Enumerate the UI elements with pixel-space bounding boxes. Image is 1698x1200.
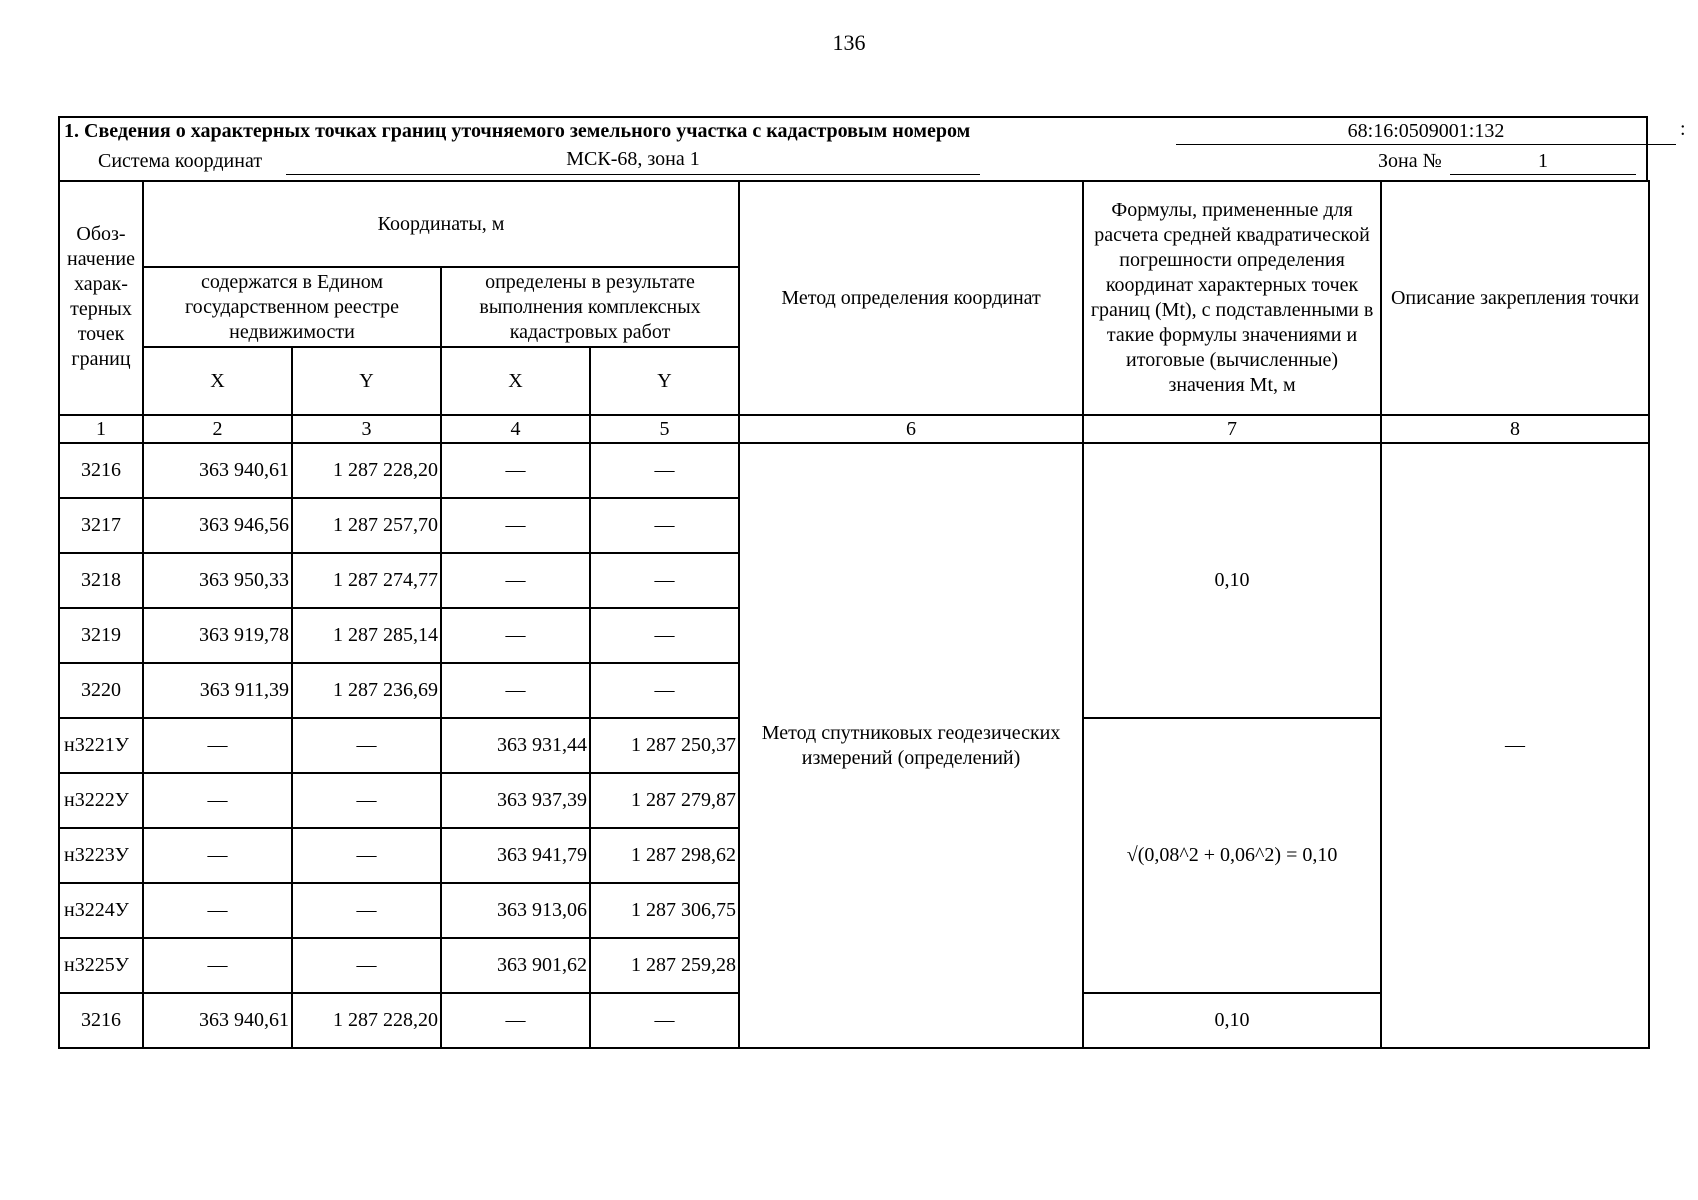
x-kkr: —	[441, 993, 590, 1048]
y-kkr: 1 287 279,87	[590, 773, 739, 828]
y-kkr: —	[590, 608, 739, 663]
x-kkr: 363 901,62	[441, 938, 590, 993]
header-egrn: содержатся в Едином государственном реестре недвижимости	[143, 267, 441, 347]
x-egrn: 363 950,33	[143, 553, 292, 608]
x-kkr: —	[441, 553, 590, 608]
x-egrn: —	[143, 773, 292, 828]
header-coordinates: Координаты, м	[143, 181, 739, 267]
y-egrn: —	[292, 828, 441, 883]
zone-label: Зона №	[1378, 150, 1442, 172]
point-id: н3222У	[59, 773, 143, 828]
x-kkr: —	[441, 498, 590, 553]
x-kkr: —	[441, 443, 590, 498]
point-id: 3218	[59, 553, 143, 608]
point-id: 3216	[59, 993, 143, 1048]
point-id: 3217	[59, 498, 143, 553]
x-egrn: 363 911,39	[143, 663, 292, 718]
x-kkr: 363 913,06	[441, 883, 590, 938]
header-description: Описание закрепления точки	[1381, 181, 1649, 415]
point-id: 3220	[59, 663, 143, 718]
coord-system-value: МСК-68, зона 1	[286, 148, 980, 175]
y-kkr: 1 287 298,62	[590, 828, 739, 883]
x-egrn: 363 919,78	[143, 608, 292, 663]
description-value: —	[1381, 443, 1649, 1048]
y-kkr: 1 287 250,37	[590, 718, 739, 773]
x-kkr: —	[441, 663, 590, 718]
header-x-egrn: X	[143, 347, 292, 415]
x-kkr: 363 931,44	[441, 718, 590, 773]
y-egrn: 1 287 236,69	[292, 663, 441, 718]
boundary-points-form	[58, 116, 1686, 1049]
column-number: 6	[739, 415, 1083, 443]
column-number: 8	[1381, 415, 1649, 443]
header-y-egrn: Y	[292, 347, 441, 415]
x-egrn: —	[143, 938, 292, 993]
cadastral-number-colon: :	[1680, 118, 1686, 140]
column-number-row	[59, 415, 1649, 443]
y-kkr: 1 287 306,75	[590, 883, 739, 938]
y-kkr: 1 287 259,28	[590, 938, 739, 993]
form-header	[58, 116, 1686, 180]
y-kkr: —	[590, 498, 739, 553]
x-egrn: —	[143, 883, 292, 938]
column-number: 3	[292, 415, 441, 443]
y-kkr: —	[590, 443, 739, 498]
y-egrn: 1 287 257,70	[292, 498, 441, 553]
header-point-designation: Обоз- начение харак- терных точек границ	[59, 181, 143, 415]
header-y-kkr: Y	[590, 347, 739, 415]
x-kkr: 363 941,79	[441, 828, 590, 883]
x-egrn: 363 940,61	[143, 443, 292, 498]
y-egrn: 1 287 274,77	[292, 553, 441, 608]
point-id: 3219	[59, 608, 143, 663]
point-id: 3216	[59, 443, 143, 498]
points-table	[58, 180, 1650, 1049]
column-number: 4	[441, 415, 590, 443]
method-value: Метод спутниковых геодезических измерений (определений)	[739, 443, 1083, 1048]
y-egrn: 1 287 228,20	[292, 443, 441, 498]
mt-value: 0,10	[1083, 993, 1381, 1048]
header-formulas: Формулы, примененные для расчета средней квадратической погрешности определения координат характерных точек границ (Mt), с подставленными в такие формулы значениями и итоговые (вычисленные) значения Mt, м	[1083, 181, 1381, 415]
x-egrn: 363 946,56	[143, 498, 292, 553]
x-egrn: 363 940,61	[143, 993, 292, 1048]
point-id: н3221У	[59, 718, 143, 773]
column-number: 2	[143, 415, 292, 443]
header-x-kkr: X	[441, 347, 590, 415]
point-id: н3225У	[59, 938, 143, 993]
point-id: н3224У	[59, 883, 143, 938]
y-egrn: —	[292, 718, 441, 773]
y-egrn: —	[292, 883, 441, 938]
table-row	[59, 443, 1649, 498]
header-kkr: определены в результате выполнения комплексных кадастровых работ	[441, 267, 739, 347]
mt-formula: √(0,08^2 + 0,06^2) = 0,10	[1083, 718, 1381, 993]
cadastral-number: 68:16:0509001:132	[1176, 120, 1676, 145]
x-kkr: —	[441, 608, 590, 663]
y-egrn: 1 287 285,14	[292, 608, 441, 663]
x-egrn: —	[143, 828, 292, 883]
x-kkr: 363 937,39	[441, 773, 590, 828]
zone-value: 1	[1450, 150, 1636, 175]
form-title: 1. Сведения о характерных точках границ уточняемого земельного участка с кадастровым номером	[64, 120, 971, 142]
page-number: 136	[832, 30, 866, 55]
coord-system-label: Система координат	[98, 150, 263, 172]
y-kkr: —	[590, 553, 739, 608]
y-egrn: —	[292, 938, 441, 993]
column-number: 1	[59, 415, 143, 443]
y-kkr: —	[590, 993, 739, 1048]
y-kkr: —	[590, 663, 739, 718]
mt-value: 0,10	[1083, 443, 1381, 718]
x-egrn: —	[143, 718, 292, 773]
column-number: 7	[1083, 415, 1381, 443]
point-id: н3223У	[59, 828, 143, 883]
y-egrn: —	[292, 773, 441, 828]
header-method: Метод определения координат	[739, 181, 1083, 415]
y-egrn: 1 287 228,20	[292, 993, 441, 1048]
column-number: 5	[590, 415, 739, 443]
